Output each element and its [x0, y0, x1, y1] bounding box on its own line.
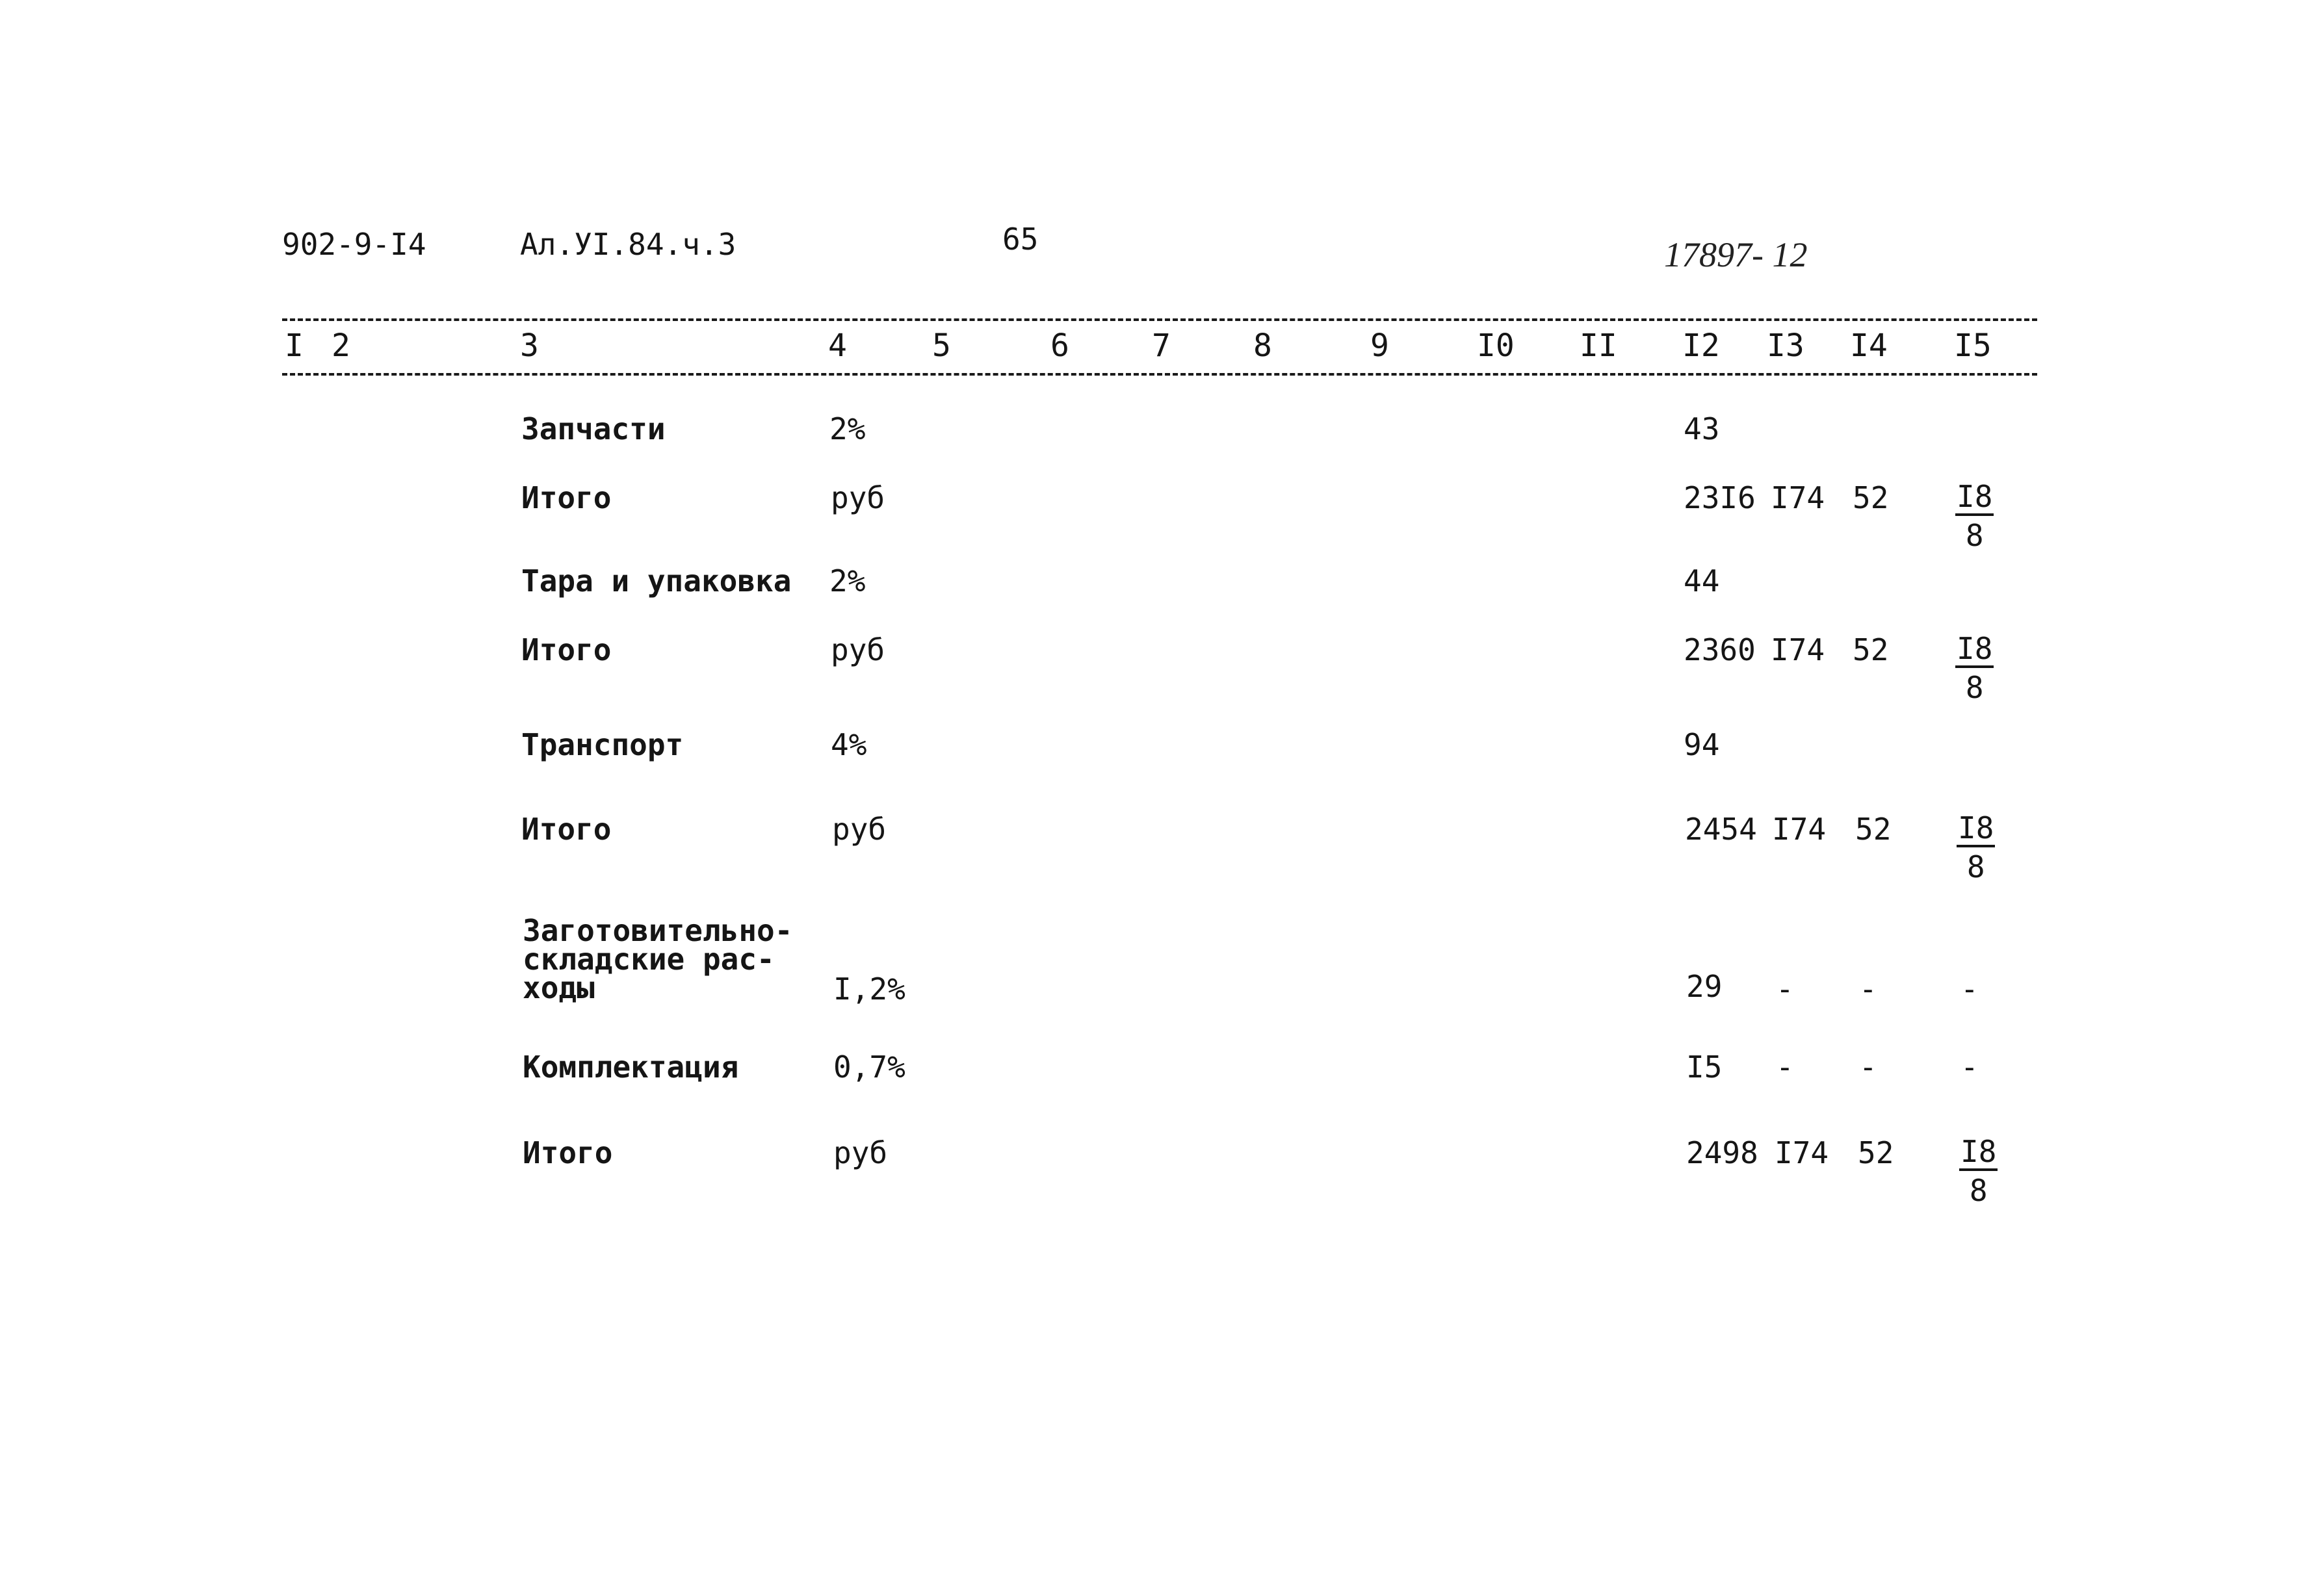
row-unit: руб	[832, 812, 887, 847]
row-unit: 2%	[829, 411, 866, 446]
row-label-line: Заготовительно-	[523, 913, 793, 948]
cell-col-13: I74	[1775, 1135, 1829, 1170]
project-code: 902-9-I4	[282, 227, 426, 262]
table-row	[0, 1049, 2305, 1127]
table-row	[0, 480, 2305, 558]
table-row	[0, 913, 2305, 1014]
fraction-denominator: 8	[1965, 518, 1984, 553]
cell-col-15-fraction	[1955, 480, 1994, 555]
column-number: 2	[332, 328, 350, 364]
cell-col-15: -	[1960, 972, 1979, 1007]
column-number: 9	[1370, 328, 1389, 364]
row-label: Тара и упаковка	[521, 563, 792, 598]
column-number: 3	[520, 328, 539, 364]
row-label: Транспорт	[521, 727, 684, 762]
row-unit: 4%	[831, 727, 867, 762]
row-label: Итого	[521, 632, 612, 667]
row-label: Комплектация	[523, 1049, 739, 1085]
cell-col-13: -	[1776, 972, 1794, 1007]
row-label: Итого	[521, 480, 612, 515]
table-row	[0, 411, 2305, 489]
column-number: 8	[1253, 328, 1272, 364]
column-number: I	[285, 328, 304, 364]
row-unit: руб	[831, 480, 885, 515]
cell-col-14: 52	[1855, 812, 1892, 847]
row-label-line: складские рас-	[523, 942, 775, 977]
cell-col-12: 2360	[1684, 632, 1756, 667]
column-number: 6	[1050, 328, 1069, 364]
fraction-denominator: 8	[1966, 849, 1985, 884]
cell-col-12: I5	[1686, 1049, 1723, 1085]
fraction-denominator: 8	[1969, 1173, 1988, 1208]
page-number: 65	[1002, 222, 1039, 257]
row-unit: 0,7%	[833, 1049, 905, 1085]
cell-col-13: I74	[1771, 632, 1825, 667]
row-unit: 2%	[829, 563, 866, 598]
cell-col-12: 2454	[1685, 812, 1757, 847]
cell-col-15: -	[1960, 1049, 1979, 1085]
row-label: Запчасти	[521, 411, 666, 446]
cell-col-14: 52	[1853, 632, 1889, 667]
cell-col-12: 44	[1684, 563, 1720, 598]
fraction-denominator: 8	[1965, 670, 1984, 705]
row-label-line: ходы	[523, 970, 595, 1005]
fraction-numerator: I8	[1955, 480, 1994, 516]
table-row	[0, 1135, 2305, 1213]
column-number: 4	[828, 328, 847, 364]
cell-col-12: 2498	[1686, 1135, 1758, 1170]
cell-col-12: 94	[1684, 727, 1720, 762]
column-number: I4	[1850, 328, 1888, 364]
column-number: I0	[1477, 328, 1515, 364]
cell-col-14: 52	[1853, 480, 1889, 515]
row-label: Итого	[523, 1135, 613, 1170]
row-unit: руб	[831, 632, 885, 667]
row-label-multiline	[523, 913, 793, 1005]
table-top-rule	[282, 318, 2037, 321]
cell-col-12: 23I6	[1684, 480, 1756, 515]
table-header-rule	[282, 373, 2037, 376]
cell-col-13: I74	[1772, 812, 1827, 847]
column-number: 5	[932, 328, 951, 364]
table-row	[0, 811, 2305, 889]
fraction-numerator: I8	[1957, 811, 1995, 847]
cell-col-13: -	[1776, 1049, 1794, 1085]
column-number: I2	[1682, 328, 1720, 364]
cell-col-14: 52	[1858, 1135, 1894, 1170]
row-label: Итого	[521, 812, 612, 847]
cell-col-12: 43	[1684, 411, 1720, 446]
column-number: 7	[1152, 328, 1171, 364]
cell-col-12: 29	[1686, 969, 1723, 1004]
fraction-numerator: I8	[1955, 632, 1994, 668]
table-row	[0, 727, 2305, 804]
table-row	[0, 563, 2305, 641]
column-number: I3	[1767, 328, 1804, 364]
cell-col-15-fraction	[1957, 811, 1995, 886]
cell-col-14: -	[1859, 1049, 1877, 1085]
inventory-number: 17897- 12	[1664, 235, 1808, 274]
row-unit: руб	[833, 1135, 888, 1170]
table-row	[0, 632, 2305, 710]
album-reference: Ал.УI.84.ч.3	[520, 227, 736, 262]
cell-col-14: -	[1859, 972, 1877, 1007]
column-number: II	[1580, 328, 1617, 364]
row-unit: I,2%	[833, 972, 905, 1007]
column-number: I5	[1954, 328, 1992, 364]
fraction-numerator: I8	[1959, 1135, 1998, 1171]
cell-col-13: I74	[1771, 480, 1825, 515]
cell-col-15-fraction	[1955, 632, 1994, 707]
cell-col-15-fraction	[1959, 1135, 1998, 1210]
